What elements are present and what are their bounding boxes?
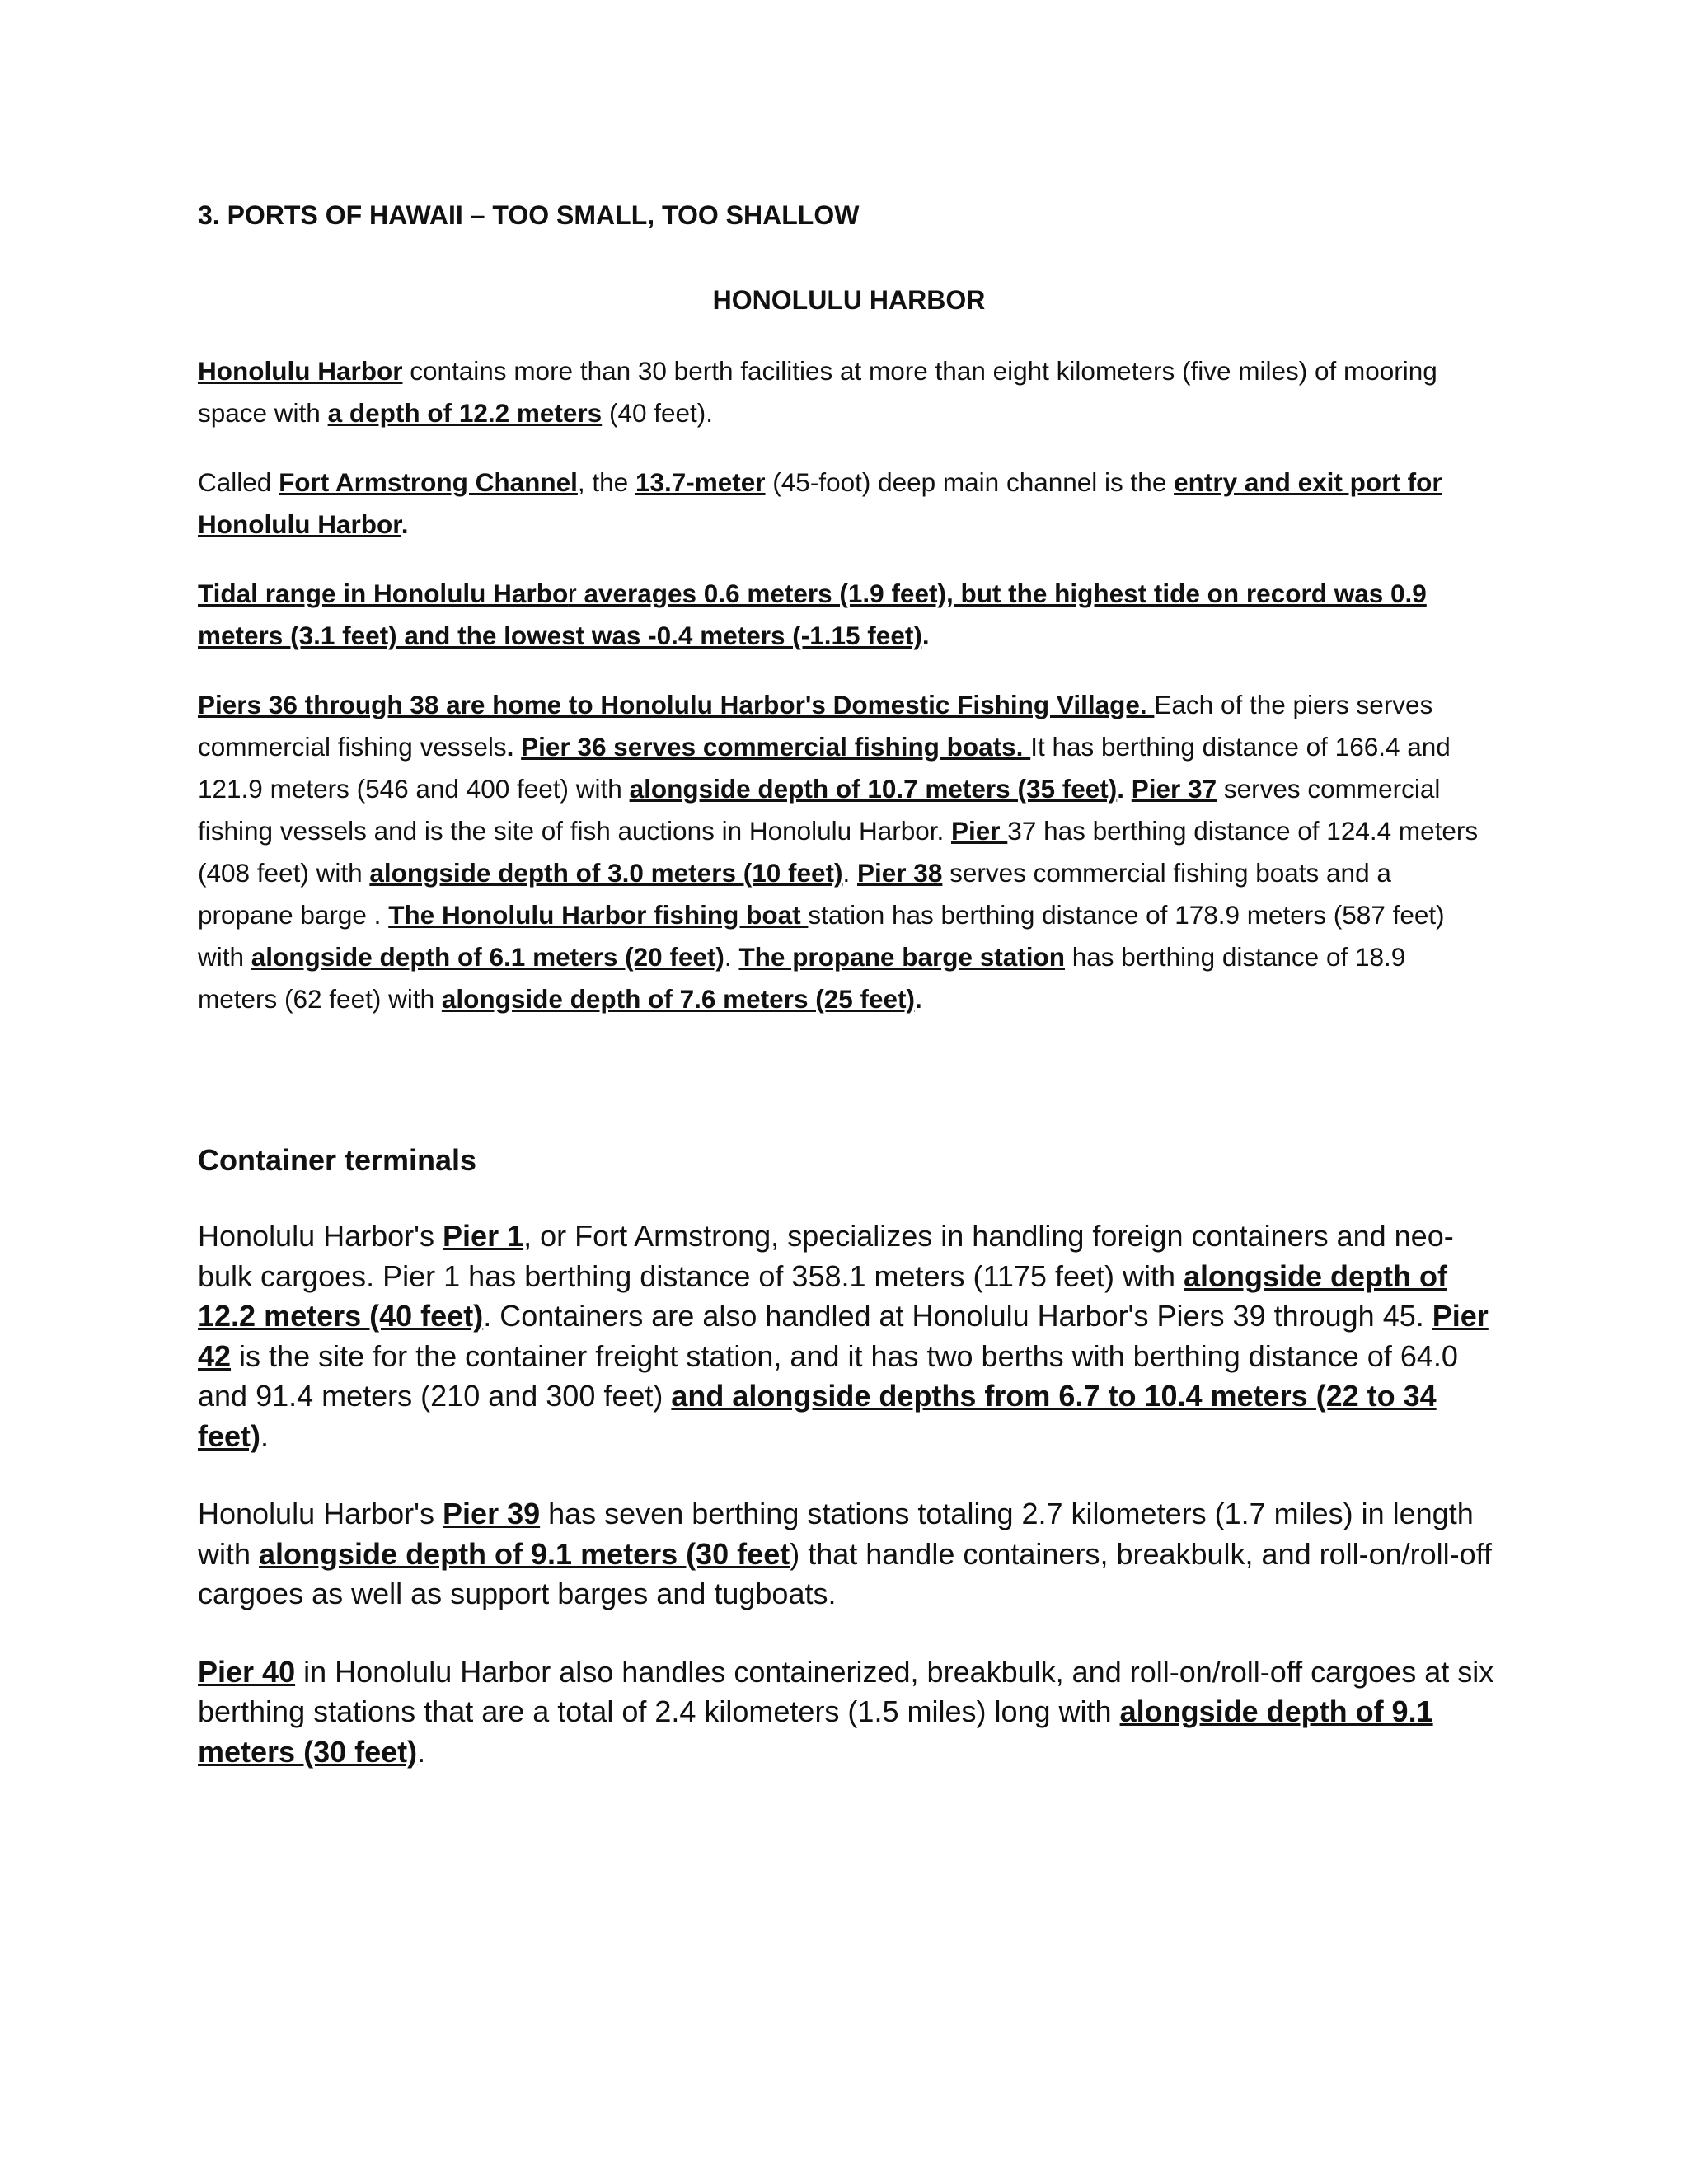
- text-run: [1124, 774, 1132, 804]
- paragraph-pier-1: [198, 1216, 1496, 1456]
- text-run: .: [921, 621, 930, 650]
- text-run: , the: [577, 467, 635, 497]
- text-run: .: [401, 509, 409, 539]
- text-run: (45-foot) deep main channel is the: [765, 467, 1175, 497]
- pier-36-depth: alongside depth of 10.7 meters (35 feet): [629, 774, 1118, 804]
- tidal-range-values: averages 0.6 meters (1.9 feet), but the highest tide on record was 0.9 meters (3.1 feet) and the lowest was -0.4 meters (-1.15 feet): [198, 579, 1427, 650]
- pier-39-label: Pier 39: [443, 1497, 541, 1530]
- text-run: Honolulu Harbor's: [198, 1497, 443, 1530]
- entry-exit-port: entry and exit port for Honolulu Harbor: [198, 467, 1442, 539]
- text-run: has berthing distance of 18.9 meters (62 feet) with: [198, 942, 1406, 1014]
- paragraph-main-channel: [198, 462, 1484, 546]
- text-run: 37 has berthing distance of 124.4 meters (408 feet) with: [198, 816, 1479, 888]
- text-run: .: [506, 732, 514, 762]
- text-run: .: [1117, 774, 1124, 804]
- document-page: [198, 0, 1517, 2184]
- paragraph-pier-39: [198, 1494, 1496, 1615]
- pier-42-label: Pier 42: [198, 1299, 1489, 1373]
- pier-38-label: Pier 38: [857, 858, 943, 888]
- depth-highlight: a depth of 12.2 meters: [327, 398, 603, 428]
- pier-36-label: Pier 36 serves commercial fishing boats.: [521, 732, 1031, 762]
- container-terminals-section: [198, 1216, 1496, 1810]
- paragraph-pier-40: [198, 1652, 1496, 1773]
- propane-barge-station-depth: alongside depth of 7.6 meters (25 feet): [441, 984, 915, 1014]
- text-run: .: [417, 1734, 426, 1769]
- fishing-boat-station-depth: alongside depth of 6.1 meters (20 feet): [251, 942, 724, 972]
- pier-37-ref: Pier: [951, 816, 1008, 846]
- paragraph-tidal-range: [198, 573, 1484, 657]
- text-run: serves commercial fishing boats and a propane barge .: [198, 858, 1391, 930]
- pier-42-depths: and alongside depths from 6.7 to 10.4 meters (22 to 34 feet): [198, 1379, 1437, 1453]
- pier-37-label: Pier 37: [1131, 774, 1217, 804]
- text-run: has seven berthing stations totaling 2.7 kilometers (1.7 miles) in length with: [198, 1497, 1474, 1571]
- paragraph-fishing-village: [198, 684, 1484, 1020]
- paragraph-harbor-overview: [198, 350, 1484, 434]
- tidal-range-label: Tidal range in Honolulu Harbo: [198, 579, 569, 608]
- pier-1-label: Pier 1: [443, 1219, 524, 1253]
- text-run: Called: [198, 467, 279, 497]
- text-run: serves commercial fishing vessels and is the site of fish auctions in Honolulu Harbor.: [198, 774, 1441, 846]
- channel-depth: 13.7-meter: [635, 467, 766, 497]
- pier-1-depth: alongside depth of 12.2 meters (40 feet): [198, 1258, 1447, 1333]
- harbor-subheading: HONOLULU HARBOR: [712, 285, 986, 315]
- text-run: .: [260, 1418, 270, 1453]
- text-run: (40 feet).: [602, 398, 714, 428]
- text-run: It has berthing distance of 166.4 and 121.9 meters (546 and 400 feet) with: [198, 732, 1451, 804]
- pier-37-depth: alongside depth of 3.0 meters (10 feet): [369, 858, 843, 888]
- text-run: ) that handle containers, breakbulk, and roll-on/roll-off cargoes as well as support barges and tugboats.: [198, 1536, 1493, 1610]
- propane-barge-station-label: The propane barge station: [738, 942, 1065, 972]
- text-run: .: [724, 942, 739, 972]
- section-heading: 3. PORTS OF HAWAII – TOO SMALL, TOO SHALLOW: [198, 200, 860, 230]
- text-run: .: [842, 858, 858, 888]
- text-run: . Containers are also handled at Honolulu Harbor's Piers 39 through 45.: [483, 1299, 1432, 1333]
- pier-39-depth: alongside depth of 9.1 meters (30 feet: [259, 1536, 790, 1571]
- fishing-boat-station-label: The Honolulu Harbor fishing boat: [388, 900, 809, 930]
- channel-name: Fort Armstrong Channel: [279, 467, 578, 497]
- text-run: [513, 732, 521, 762]
- text-run: , or Fort Armstrong, specializes in handling foreign containers and neo-bulk cargoes. Pier 1 has berthing distance of 358.1 meters (1175 feet) with: [198, 1219, 1454, 1293]
- text-run: Honolulu Harbor's: [198, 1219, 443, 1253]
- pier-40-label: Pier 40: [198, 1654, 296, 1689]
- harbor-name: Honolulu Harbor: [198, 356, 403, 386]
- text-run: station has berthing distance of 178.9 meters (587 feet) with: [198, 900, 1445, 972]
- fishing-village-intro: Piers 36 through 38 are home to Honolulu Harbor's Domestic Fishing Village.: [198, 690, 1155, 719]
- text-run: contains more than 30 berth facilities at more than eight kilometers (five miles) of mooring space with: [198, 356, 1437, 428]
- container-terminals-heading: Container terminals: [198, 1143, 477, 1177]
- text-run: r: [568, 579, 584, 608]
- text-run: in Honolulu Harbor also handles containerized, breakbulk, and roll-on/roll-off cargoes at six berthing stations that are a total of 2.4 kilometers (1.5 miles) long with: [198, 1654, 1494, 1728]
- honolulu-harbor-section: [198, 350, 1484, 1047]
- text-run: Each of the piers serves commercial fishing vessels: [198, 690, 1433, 762]
- text-run: .: [915, 984, 922, 1014]
- pier-40-depth: alongside depth of 9.1 meters (30 feet): [198, 1694, 1433, 1769]
- text-run: is the site for the container freight station, and it has two berths with berthing distance of 64.0 and 91.4 meters (210 and 300 feet): [198, 1338, 1458, 1413]
